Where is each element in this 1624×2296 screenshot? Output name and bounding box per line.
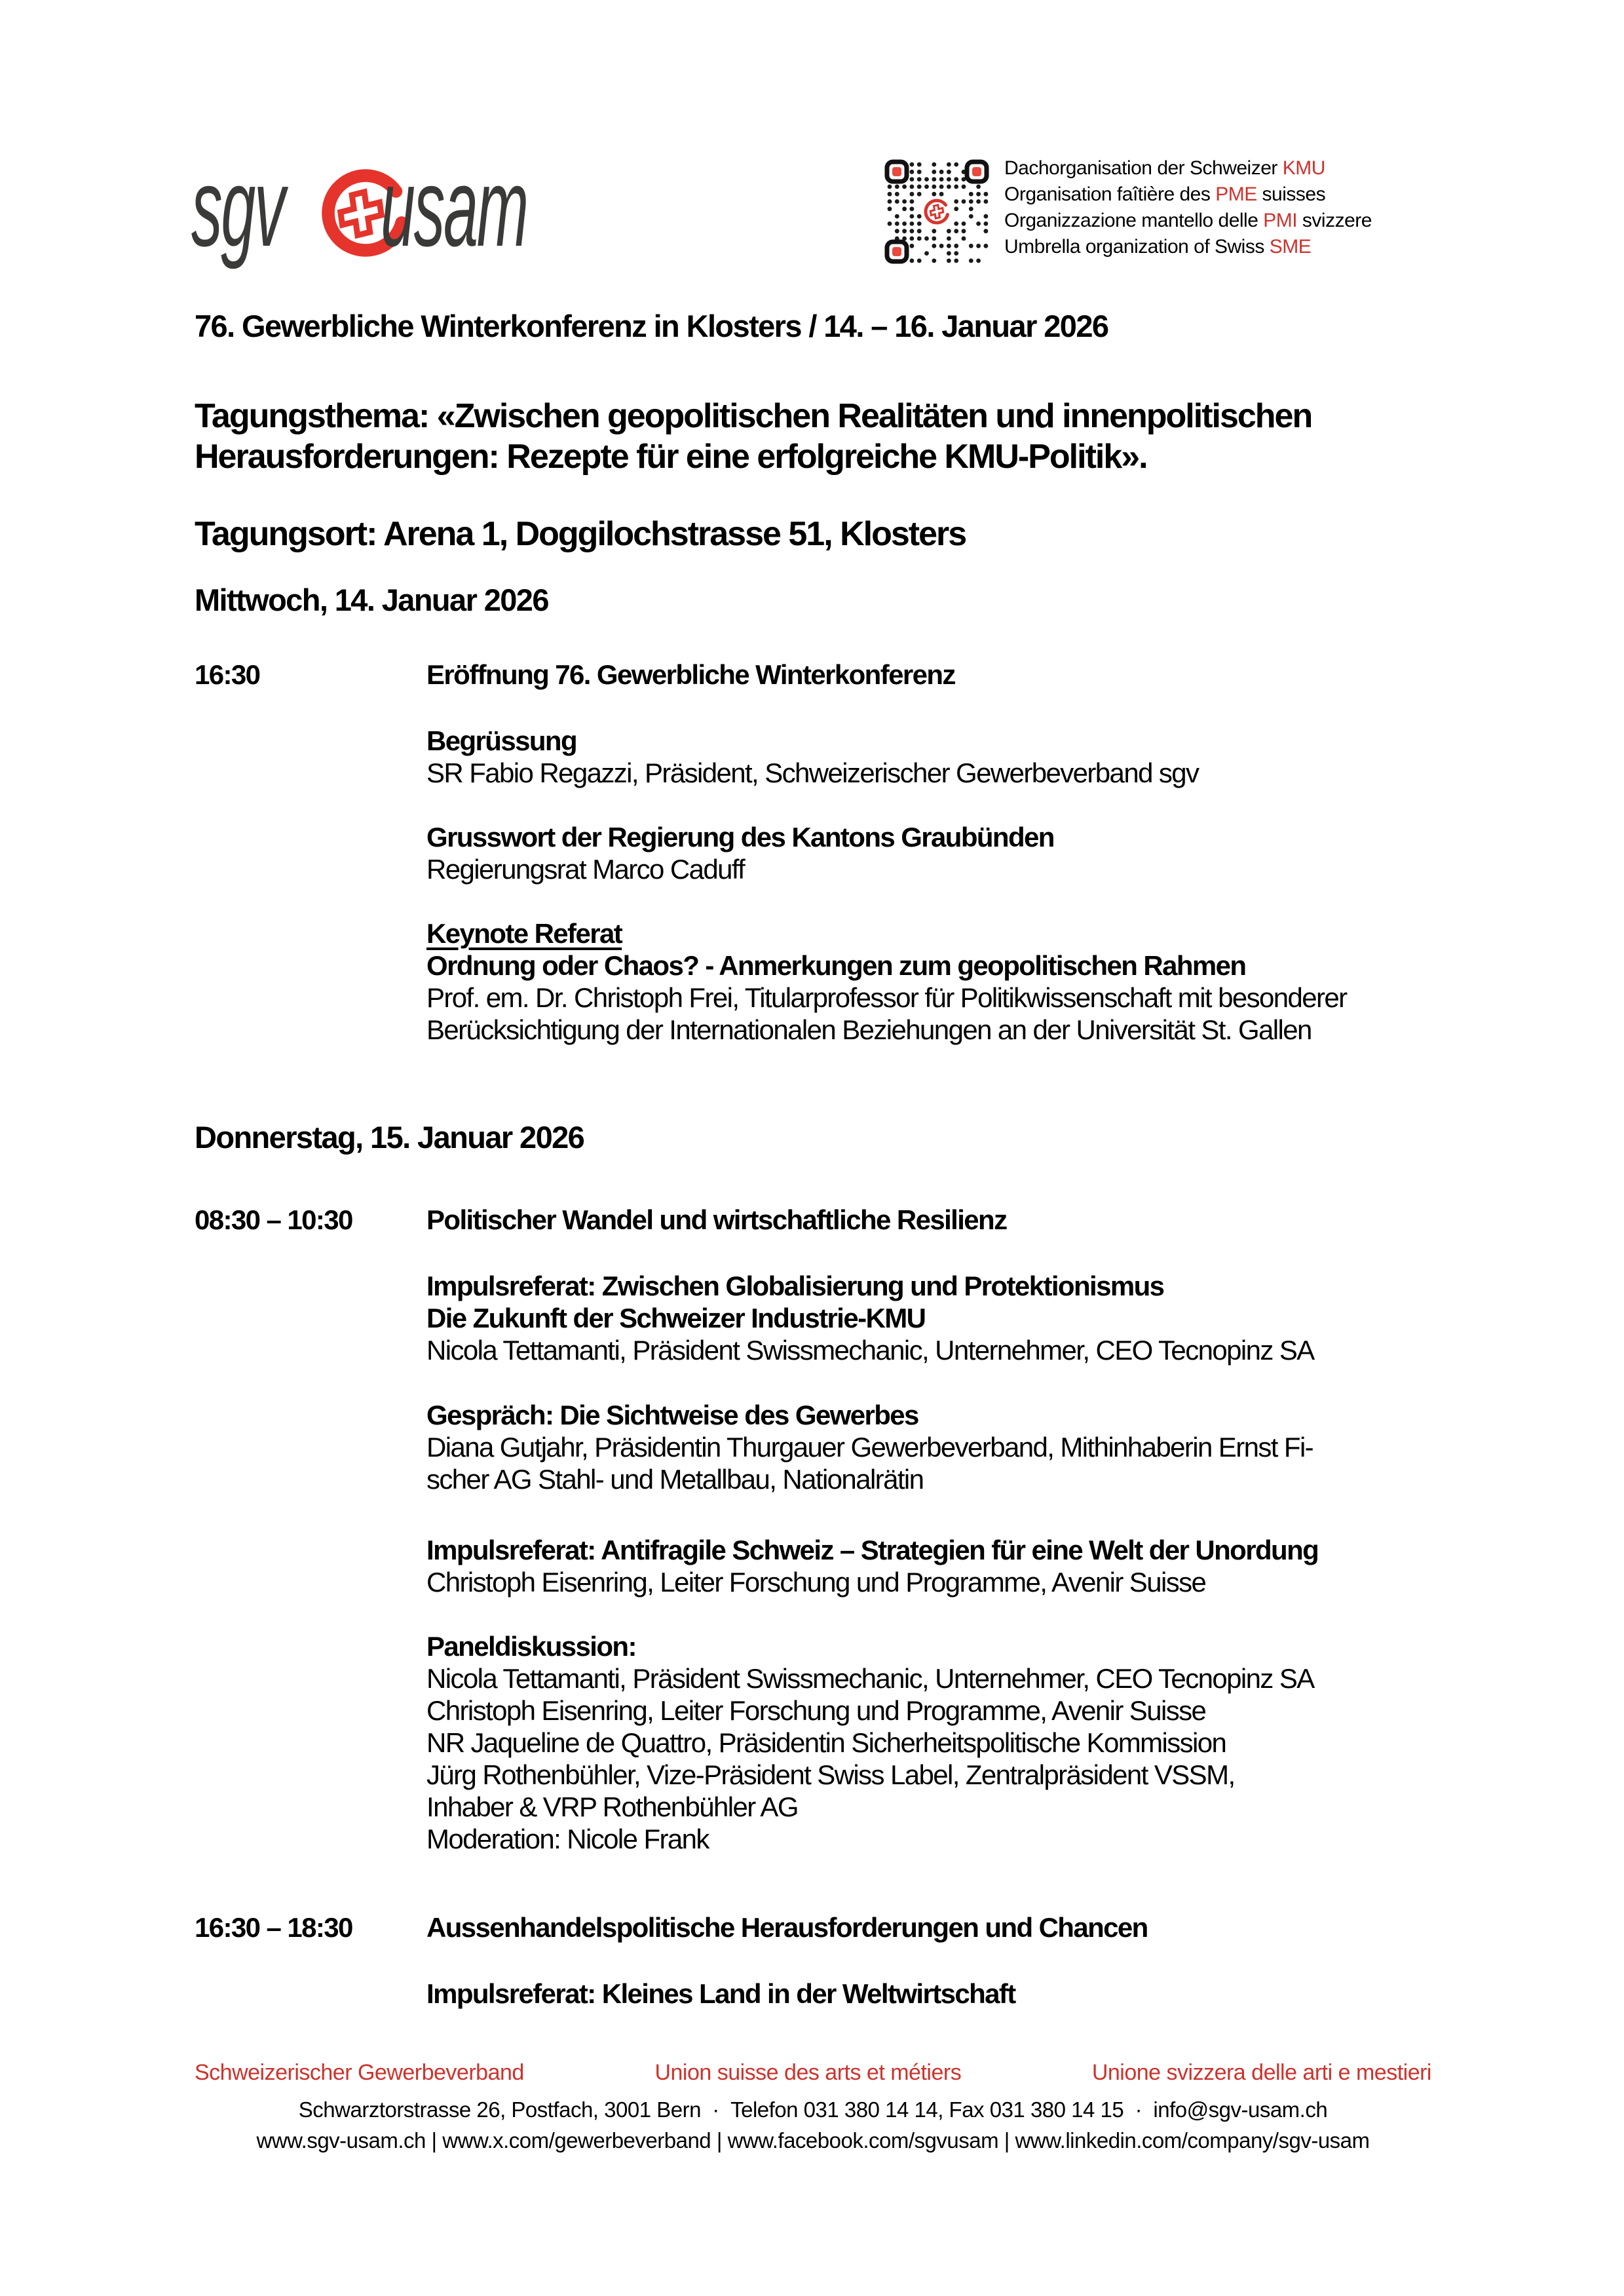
- slot-time: 16:30: [195, 659, 260, 690]
- item-heading: Impulsreferat: Antifragile Schweiz – Strategien für eine Welt der Unordung: [426, 1535, 1319, 1565]
- schedule-row-wandel: [195, 1204, 1431, 1237]
- qr-center-logo-icon: [922, 197, 951, 226]
- speaker-line: Nicola Tettamanti, Präsident Swissmechanic, Unternehmer, CEO Tecnopinz SA: [426, 1335, 1314, 1366]
- day-header-wednesday: Mittwoch, 14. Januar 2026: [195, 583, 548, 617]
- accent-pme: PME: [1215, 183, 1257, 205]
- item-heading: Begrüssung: [426, 725, 577, 756]
- footer-org-names: [195, 2060, 1431, 2086]
- slot-time: 08:30 – 10:30: [195, 1204, 352, 1235]
- speaker-line: Berücksichtigung der Internationalen Beziehungen an der Universität St. Gallen: [426, 1014, 1312, 1045]
- footer-org-fr: Union suisse des arts et métiers: [654, 2060, 962, 2085]
- org-tagline-de: Dachorganisation der Schweizer KMU: [1004, 157, 1325, 179]
- paragraph-impulsreferat-1: [426, 1270, 1314, 1366]
- speaker-line: Christoph Eisenring, Leiter Forschung und Programme, Avenir Suisse: [426, 1567, 1206, 1598]
- qr-code-icon: [884, 159, 989, 264]
- item-heading: Impulsreferat: Kleines Land in der Weltwirtschaft: [426, 1978, 1015, 2009]
- logo-text-usam: usam: [380, 145, 527, 270]
- slot-title: Aussenhandelspolitische Herausforderungen und Chancen: [426, 1912, 1148, 1943]
- panelist-line: NR Jaqueline de Quattro, Präsidentin Sicherheitspolitische Kommission: [426, 1727, 1226, 1758]
- document-title: 76. Gewerbliche Winterkonferenz in Klosters / 14. – 16. Januar 2026: [195, 309, 1108, 343]
- speaker-line: Diana Gutjahr, Präsidentin Thurgauer Gewerbeverband, Mithinhaberin Ernst Fi-: [426, 1432, 1313, 1463]
- speaker-line: SR Fabio Regazzi, Präsident, Schweizerischer Gewerbeverband sgv: [426, 757, 1199, 788]
- paragraph-begruessung: [426, 725, 1198, 789]
- slot-title: Politischer Wandel und wirtschaftliche Resilienz: [426, 1204, 1007, 1235]
- accent-kmu: KMU: [1282, 157, 1325, 179]
- keynote-title: Ordnung oder Chaos? - Anmerkungen zum geopolitischen Rahmen: [426, 950, 1246, 981]
- item-heading: Paneldiskussion:: [426, 1631, 636, 1662]
- panelist-line: Christoph Eisenring, Leiter Forschung und Programme, Avenir Suisse: [426, 1695, 1206, 1726]
- speaker-line: Prof. em. Dr. Christoph Frei, Titularprofessor für Politikwissenschaft mit besonderer: [426, 982, 1347, 1013]
- item-heading-2: Die Zukunft der Schweizer Industrie-KMU: [426, 1303, 926, 1333]
- org-tagline-en: Umbrella organization of Swiss SME: [1004, 236, 1312, 258]
- schedule-row-aussenhandel: [195, 1912, 1431, 1945]
- conference-theme: [195, 396, 1312, 477]
- paragraph-paneldiskussion: [426, 1630, 1314, 1855]
- slot-time: 16:30 – 18:30: [195, 1912, 352, 1943]
- paragraph-impulsreferat-3: [426, 1978, 1015, 2010]
- paragraph-gespraech: [426, 1399, 1313, 1495]
- keynote-label: Keynote Referat: [426, 918, 622, 949]
- day-header-thursday: Donnerstag, 15. Januar 2026: [195, 1120, 584, 1155]
- logo-text-sgv: sgv: [191, 145, 284, 270]
- item-heading: Grusswort der Regierung des Kantons Graubünden: [426, 822, 1054, 852]
- theme-line-2: Herausforderungen: Rezepte für eine erfolgreiche KMU-Politik».: [195, 438, 1147, 476]
- footer-org-de: Schweizerischer Gewerbeverband: [195, 2060, 524, 2085]
- moderation-line: Moderation: Nicole Frank: [426, 1824, 709, 1854]
- accent-sme: SME: [1269, 236, 1312, 258]
- org-tagline-fr: Organisation faîtière des PME suisses: [1004, 183, 1326, 205]
- theme-line-1: Tagungsthema: «Zwischen geopolitischen Realitäten und innenpolitischen: [195, 397, 1312, 435]
- paragraph-grusswort: [426, 821, 1054, 885]
- panelist-line: Jürg Rothenbühler, Vize-Präsident Swiss Label, Zentralpräsident VSSM,: [426, 1759, 1235, 1790]
- item-heading: Impulsreferat: Zwischen Globalisierung und Protektionismus: [426, 1271, 1164, 1301]
- sgv-usam-logo: [191, 145, 642, 270]
- footer-links: www.sgv-usam.ch | www.x.com/gewerbeverband | www.facebook.com/sgvusam | www.linkedin.com/company/sgv-usam: [256, 2128, 1370, 2152]
- speaker-line: scher AG Stahl- und Metallbau, Nationalrätin: [426, 1464, 924, 1495]
- speaker-line: Regierungsrat Marco Caduff: [426, 854, 745, 885]
- org-tagline-block: [1004, 155, 1372, 260]
- slot-title: Eröffnung 76. Gewerbliche Winterkonferenz: [426, 659, 955, 690]
- qr-code: [884, 159, 989, 264]
- accent-pmi: PMI: [1263, 210, 1298, 231]
- footer-org-it: Unione svizzera delle arti e mestieri: [1091, 2060, 1431, 2085]
- paragraph-keynote: [426, 917, 1347, 1046]
- schedule-row-opening: [195, 659, 1431, 692]
- venue-line: Tagungsort: Arena 1, Doggilochstrasse 51, Klosters: [195, 515, 966, 553]
- item-heading: Gespräch: Die Sichtweise des Gewerbes: [426, 1400, 918, 1430]
- org-tagline-it: Organizzazione mantello delle PMI svizzere: [1004, 210, 1372, 231]
- panelist-line: Nicola Tettamanti, Präsident Swissmechanic, Unternehmer, CEO Tecnopinz SA: [426, 1663, 1314, 1694]
- footer-address: Schwarztorstrasse 26, Postfach, 3001 Bern · Telefon 031 380 14 14, Fax 031 380 14 15 · info@sgv-usam.ch: [298, 2097, 1328, 2122]
- paragraph-impulsreferat-2: [426, 1534, 1318, 1598]
- panelist-line: Inhaber & VRP Rothenbühler AG: [426, 1791, 798, 1822]
